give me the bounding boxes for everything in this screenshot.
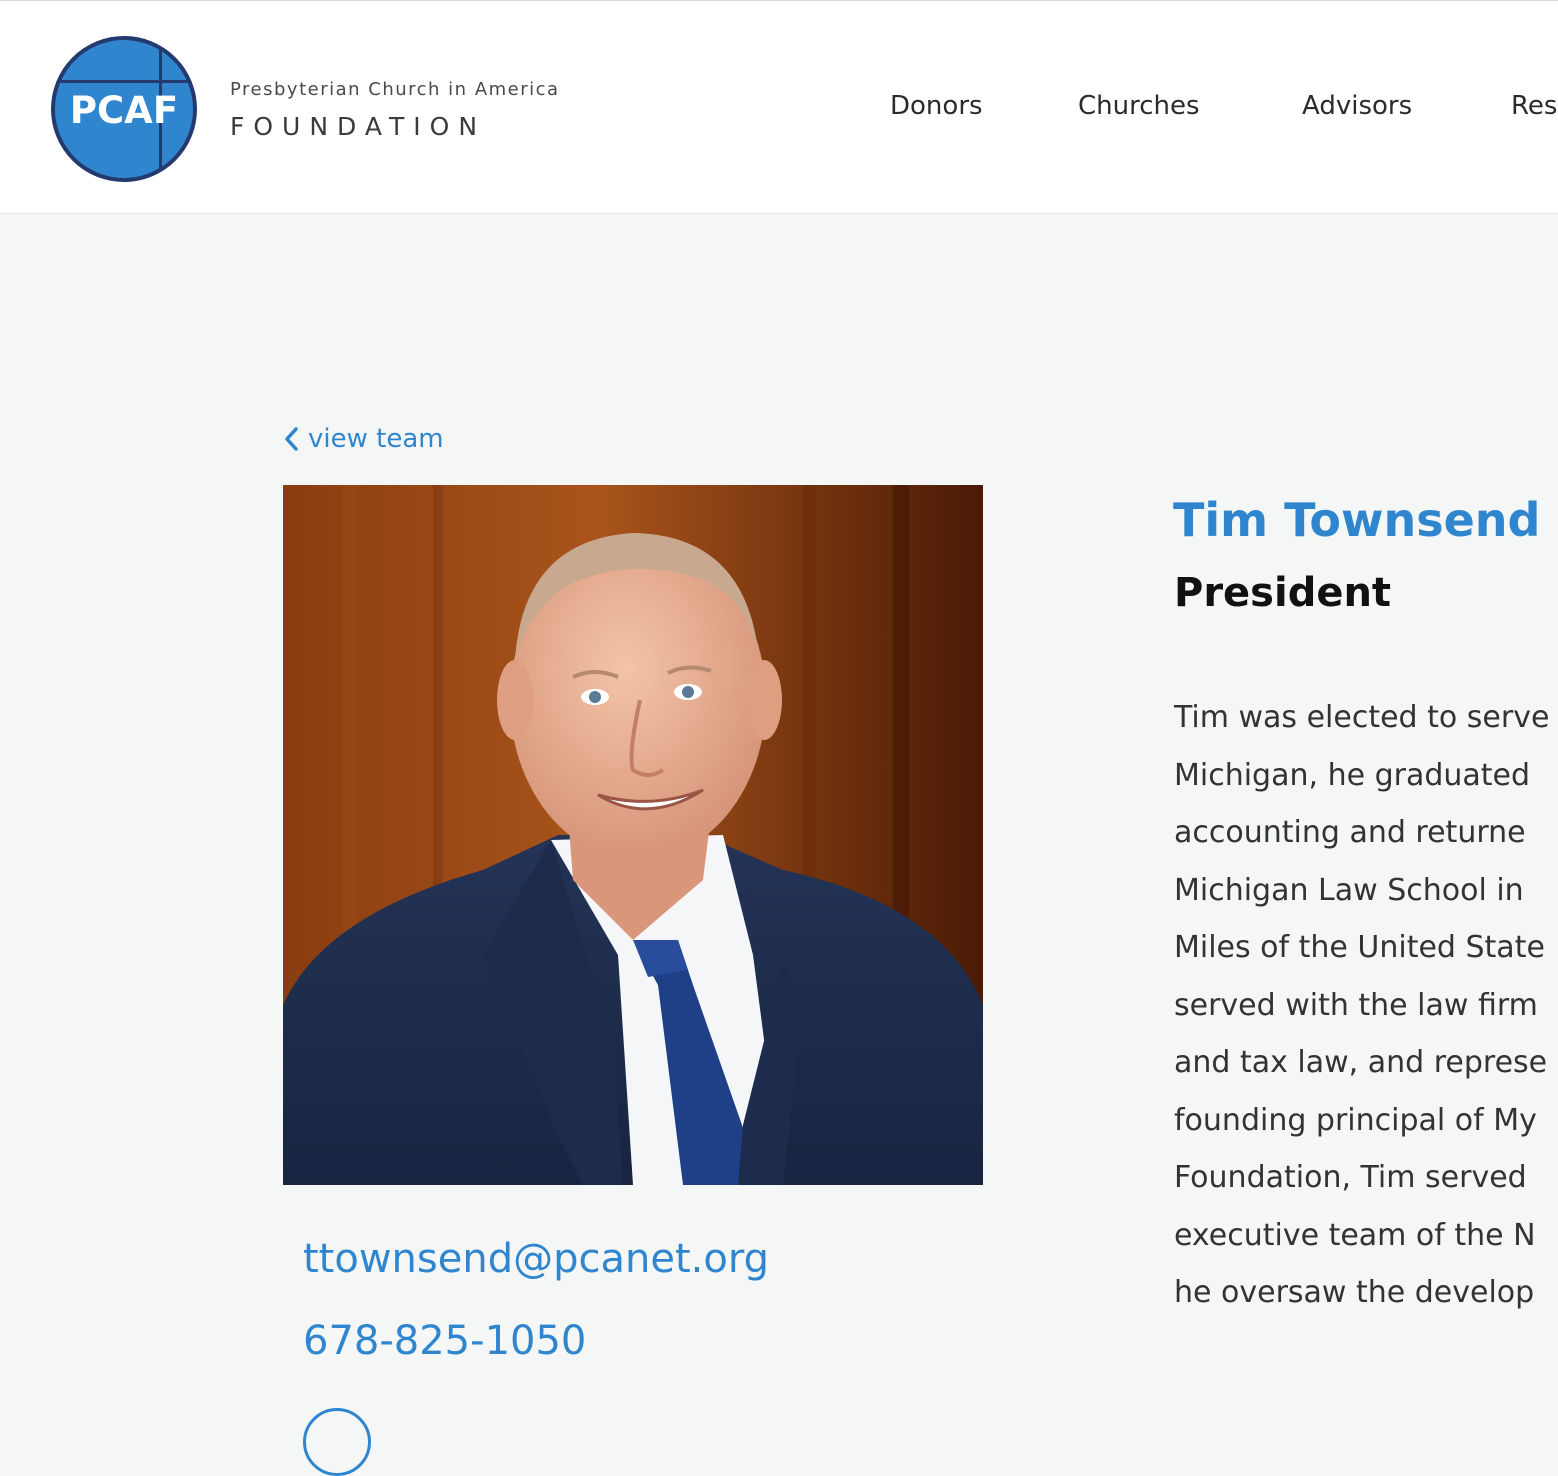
bio-line: he oversaw the develop: [1174, 1275, 1535, 1310]
view-team-label: view team: [308, 424, 444, 454]
phone-link[interactable]: 678-825-1050: [303, 1318, 587, 1364]
person-title: President: [1174, 570, 1392, 616]
person-name: Tim Townsend: [1173, 493, 1541, 547]
linkedin-icon[interactable]: [303, 1408, 371, 1476]
portrait-photo: [283, 485, 983, 1185]
profile-photo: [283, 485, 983, 1185]
site-header: [0, 0, 1558, 214]
bio-line: founding principal of My: [1174, 1102, 1537, 1138]
logo-letters: PCAF: [69, 89, 179, 132]
logo-divider-horizontal: [55, 80, 197, 83]
logo-wordmark: FOUNDATION: [230, 112, 487, 141]
chevron-left-icon: [282, 424, 302, 454]
bio-line: accounting and returne: [1174, 815, 1526, 850]
nav-item-donors[interactable]: Donors: [890, 91, 983, 121]
view-team-link[interactable]: [282, 424, 444, 454]
bio-line: Tim was elected to serve: [1174, 700, 1550, 735]
bio-line: and tax law, and represe: [1174, 1045, 1548, 1080]
bio-line: served with the law firm: [1174, 987, 1538, 1023]
bio-line: executive team of the N: [1174, 1217, 1536, 1253]
nav-item-resources[interactable]: Res: [1511, 91, 1558, 121]
bio-line: Michigan Law School in: [1174, 872, 1524, 908]
nav-item-churches[interactable]: Churches: [1078, 91, 1200, 121]
main-nav: [0, 91, 1558, 131]
email-link[interactable]: ttownsend@pcanet.org: [303, 1236, 769, 1282]
logo-subtitle: Presbyterian Church in America: [230, 79, 560, 100]
bio-line: Foundation, Tim served: [1174, 1160, 1527, 1195]
nav-item-advisors[interactable]: Advisors: [1302, 91, 1413, 121]
bio-line: Miles of the United State: [1174, 930, 1545, 965]
bio-text: [1174, 697, 1558, 1330]
bio-line: Michigan, he graduated: [1174, 757, 1531, 793]
